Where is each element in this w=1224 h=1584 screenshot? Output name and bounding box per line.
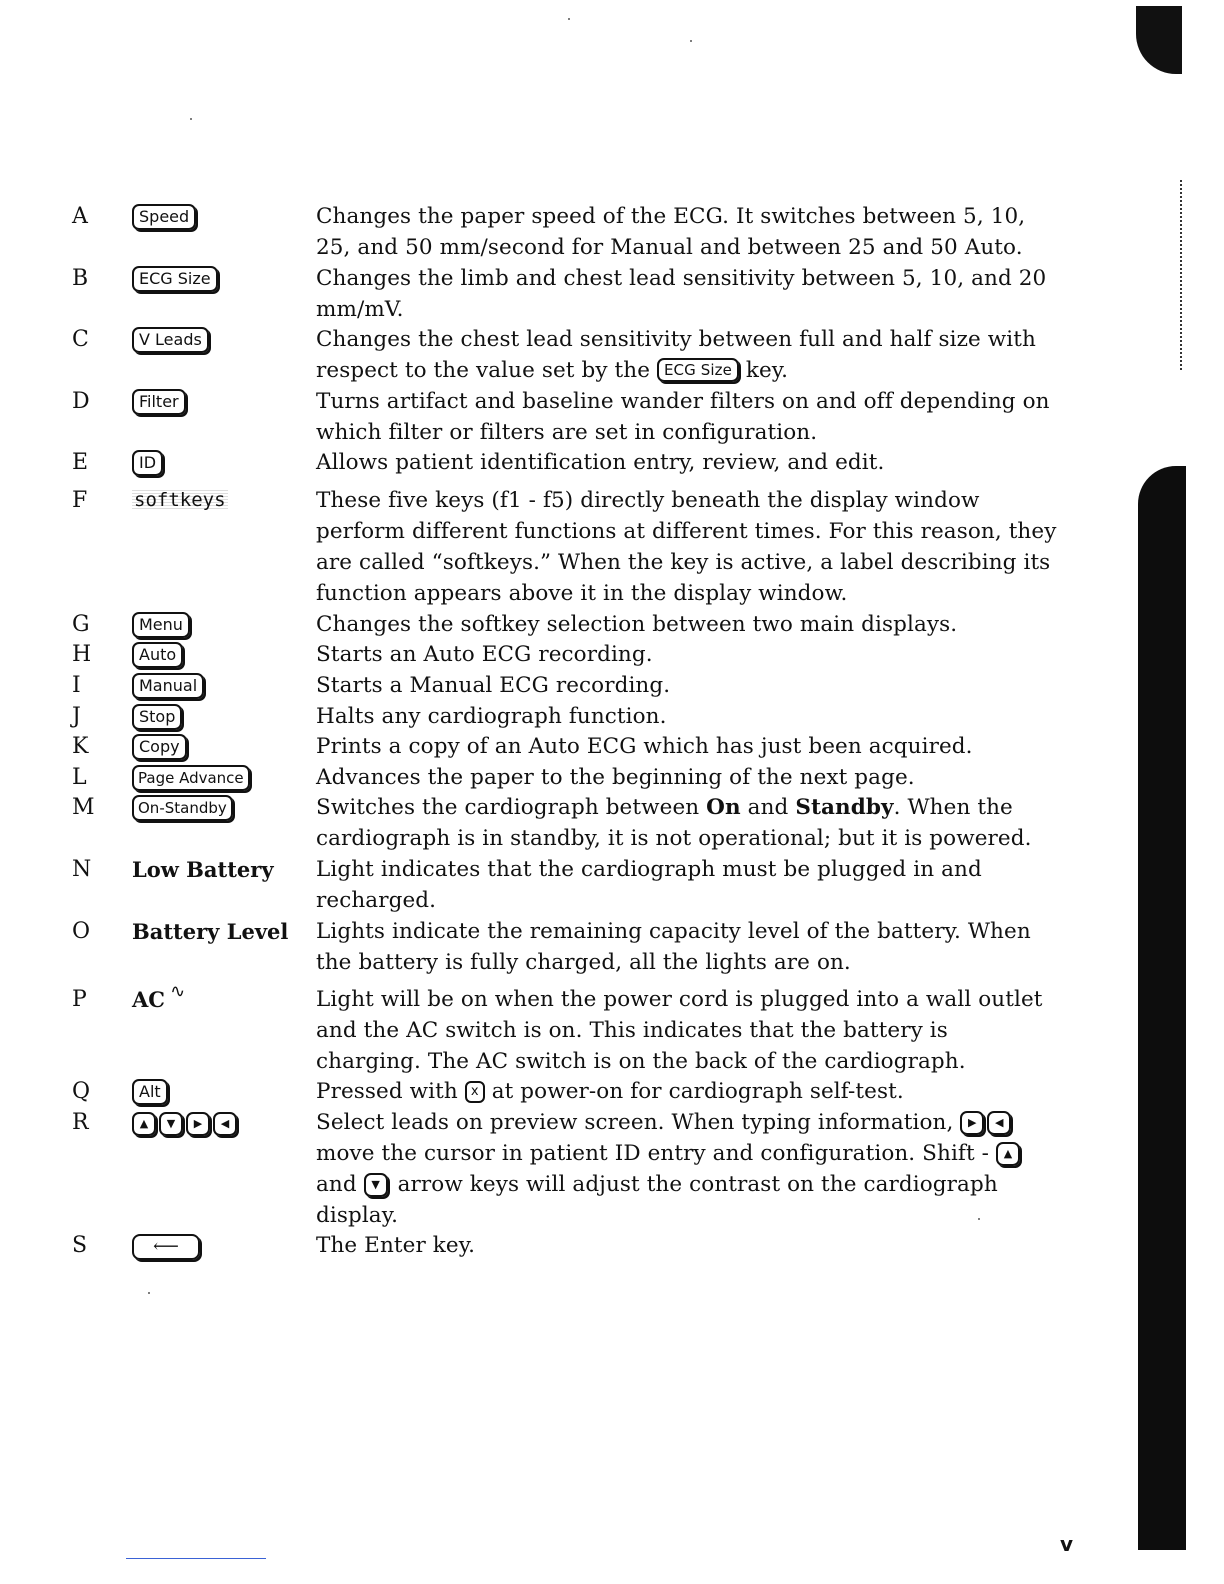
entry-description: Prints a copy of an Auto ECG which has just been acquired. (316, 734, 973, 759)
left-arrow-icon: ◀ (987, 1111, 1011, 1135)
down-arrow-key-icon[interactable]: ▼ (159, 1112, 183, 1136)
entry-description: Allows patient identification entry, review, and edit. (316, 450, 885, 475)
entry-description: Changes the paper speed of the ECG. It switches between 5, 10, 25, and 50 mm/second for Manual and between 25 and 50 Auto. (316, 204, 1026, 260)
entry-letter: I (72, 673, 81, 698)
page-advance-key[interactable]: Page Advance (132, 765, 250, 791)
scan-speck (148, 1292, 150, 1294)
copy-key[interactable]: Copy (132, 734, 187, 760)
ac-wave-icon: ∿ (170, 981, 186, 1002)
entry-letter: N (72, 857, 92, 882)
x-key-icon: x (465, 1081, 485, 1103)
up-arrow-icon: ▲ (996, 1142, 1020, 1166)
entry-letter: D (72, 389, 90, 414)
entry-letter: L (72, 765, 87, 790)
ecg-size-key[interactable]: ECG Size (132, 266, 218, 292)
entry-description: Lights indicate the remaining capacity level of the battery. When the battery is fully charged, all the lights are on. (316, 919, 1031, 975)
entry-description: Pressed with x at power-on for cardiograph self-test. (316, 1079, 904, 1104)
entry-description: Starts a Manual ECG recording. (316, 673, 671, 698)
softkeys-label[interactable]: softkeys (134, 489, 226, 511)
entry-letter: C (72, 327, 89, 352)
entry-description: Light indicates that the cardiograph must be plugged in and recharged. (316, 857, 982, 913)
entry-description: Turns artifact and baseline wander filters on and off depending on which filter or filters are set in configuration. (316, 389, 1050, 445)
alt-key[interactable]: Alt (132, 1079, 168, 1105)
entry-letter: O (72, 919, 91, 944)
entry-letter: K (72, 734, 89, 759)
right-arrow-key-icon[interactable]: ▶ (186, 1112, 210, 1136)
left-arrow-key-icon[interactable]: ◀ (213, 1112, 237, 1136)
auto-key[interactable]: Auto (132, 642, 183, 668)
filter-key[interactable]: Filter (132, 389, 186, 415)
id-key[interactable]: ID (132, 450, 163, 476)
scan-edge-bar (1138, 466, 1186, 1550)
down-arrow-icon: ▼ (364, 1173, 388, 1197)
ac-label: AC (132, 987, 166, 1012)
scan-speck (190, 118, 192, 120)
entry-letter: R (72, 1110, 89, 1135)
entry-letter: M (72, 795, 95, 820)
entry-letter: H (72, 642, 92, 667)
scan-edge-dots (1180, 180, 1185, 370)
scan-edge-tab (1136, 6, 1182, 74)
enter-key-icon[interactable]: ⟵ (132, 1234, 200, 1260)
entry-letter: Q (72, 1079, 91, 1104)
entry-letter: P (72, 987, 87, 1012)
low-battery-label: Low Battery (132, 857, 274, 882)
on-standby-key[interactable]: On-Standby (132, 795, 233, 821)
ecg-size-key-reference: ECG Size (657, 358, 739, 382)
menu-key[interactable]: Menu (132, 612, 190, 638)
entry-description: Changes the softkey selection between two main displays. (316, 612, 958, 637)
entry-letter: F (72, 488, 88, 513)
entry-letter: B (72, 266, 89, 291)
entry-description: Halts any cardiograph function. (316, 704, 667, 729)
page-number: v (1060, 1532, 1074, 1556)
entry-description: Switches the cardiograph between On and Standby. When the cardiograph is in standby, it is not operational; but it is powered. (316, 795, 1032, 851)
scan-blue-line (126, 1558, 266, 1559)
stop-key[interactable]: Stop (132, 704, 182, 730)
scan-speck (690, 40, 692, 42)
entry-letter: A (72, 204, 88, 229)
entry-description: Changes the chest lead sensitivity between full and half size with respect to the value set by the ECG Size key. (316, 327, 1036, 383)
entry-description: Light will be on when the power cord is plugged into a wall outlet and the AC switch is on. This indicates that the battery is charging. The AC switch is on the back of the cardiograph. (316, 987, 1043, 1074)
speed-key[interactable]: Speed (132, 204, 196, 230)
entry-description: Starts an Auto ECG recording. (316, 642, 653, 667)
entry-description: Select leads on preview screen. When typing information, ▶ ◀ move the cursor in patient ID entry and configuration. Shift - ▲ and ▼ arrow keys will adjust the contrast on the cardiograph display. (316, 1107, 1076, 1231)
up-arrow-key-icon[interactable]: ▲ (132, 1112, 156, 1136)
entry-description: These five keys (f1 - f5) directly beneath the display window perform different functions at different times. For this reason, they are called “softkeys.” When the key is active, a label describing its function appears above it in the display window. (316, 488, 1057, 606)
entry-letter: E (72, 450, 89, 475)
entry-description: Advances the paper to the beginning of the next page. (316, 765, 915, 790)
v-leads-key[interactable]: V Leads (132, 327, 209, 353)
entry-description: The Enter key. (316, 1233, 476, 1258)
entry-letter: G (72, 612, 90, 637)
entry-description: Changes the limb and chest lead sensitivity between 5, 10, and 20 mm/mV. (316, 266, 1047, 322)
manual-key[interactable]: Manual (132, 673, 204, 699)
battery-level-label: Battery Level (132, 919, 289, 944)
scan-speck (568, 18, 570, 20)
entry-letter: J (72, 704, 81, 729)
entry-letter: S (72, 1233, 88, 1258)
right-arrow-icon: ▶ (960, 1111, 984, 1135)
